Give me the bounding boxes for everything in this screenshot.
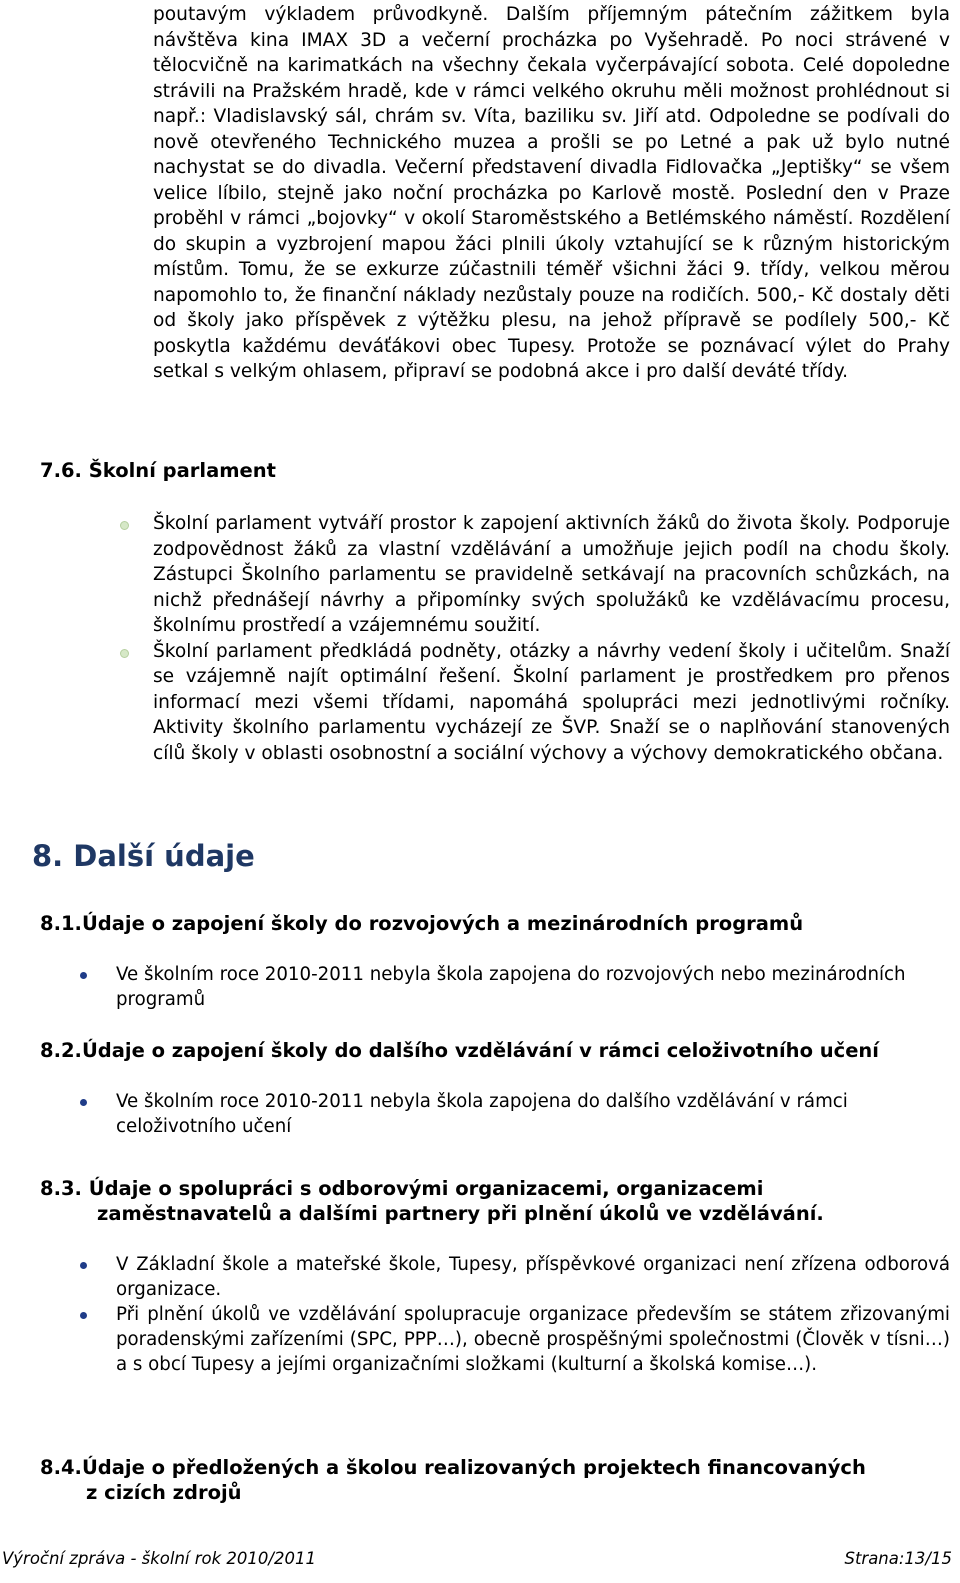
section-8-heading: 8. Další údaje — [32, 839, 255, 873]
list-item — [153, 511, 950, 639]
bullet-icon — [80, 1262, 87, 1269]
section-8-2-list — [116, 1089, 950, 1139]
list-item-text: Ve školním roce 2010-2011 nebyla škola zapojena do rozvojových nebo mezinárodních programů — [116, 964, 906, 1010]
section-8-4-heading-line1: 8.4.Údaje o předložených a školou realizovaných projektech financovaných — [40, 1456, 866, 1479]
list-item — [153, 639, 950, 767]
footer-page-number: Strana:13/15 — [844, 1549, 952, 1568]
section-8-3-list — [116, 1252, 950, 1377]
list-item — [116, 1089, 950, 1139]
section-7-6-list — [153, 511, 950, 766]
list-item-text: Školní parlament vytváří prostor k zapojení aktivních žáků do života školy. Podporuje zodpovědnost žáků za vlastní vzdělávání a umožňuje jejich podíl na chodu školy. Zástupci Školního parlamentu se pravidelně setkávají na pracovních schůzkách, na nichž přednášejí návrhy a připomínky svých spolužáků ke vzdělávacímu procesu, školnímu prostředí a vzájemnému soužití. — [153, 513, 950, 636]
list-item-text: Při plnění úkolů ve vzdělávání spolupracuje organizace především se státem zřizovanými poradenskými zařízeními (SPC, PPP…), obecně prospěšnými společnostmi (Člověk v tísni…) a s obcí Tupesy a jejími organizačními složkami (kulturní a školská komise…). — [116, 1304, 950, 1375]
bullet-icon — [80, 1312, 87, 1319]
list-item — [116, 1252, 950, 1302]
section-8-1-list — [116, 962, 950, 1012]
section-8-4-heading-line2: z cizích zdrojů — [86, 1481, 242, 1504]
list-item-text: V Základní škole a mateřské škole, Tupesy, příspěvkové organizaci není zřízena odborová organizace. — [116, 1254, 950, 1300]
section-8-1-heading: 8.1.Údaje o zapojení školy do rozvojových a mezinárodních programů — [40, 912, 804, 935]
list-item-text: Školní parlament předkládá podněty, otázky a návrhy vedení školy i učitelům. Snaží se vzájemně najít optimální řešení. Školní parlament je prostředkem pro přenos informací mezi všemi třídami, napomáhá spolupráci mezi jednotlivými ročníky. Aktivity školního parlamentu vycházejí ze ŠVP. Snaží se o naplňování stanovených cílů školy v oblasti osobnostní a sociální výchovy a výchovy demokratického občana. — [153, 640, 950, 764]
footer-title: Výroční zpráva - školní rok 2010/2011 — [2, 1549, 316, 1568]
section-7-6-heading: 7.6. Školní parlament — [40, 459, 276, 482]
bullet-icon — [120, 521, 129, 530]
footer-divider — [0, 1544, 960, 1545]
section-8-3-heading-line1: 8.3. Údaje o spolupráci s odborovými organizacemi, organizacemi — [40, 1177, 764, 1200]
list-item — [116, 1302, 950, 1377]
section-8-2-heading: 8.2.Údaje o zapojení školy do dalšího vzdělávání v rámci celoživotního učení — [40, 1039, 879, 1062]
list-item — [116, 962, 950, 1012]
bullet-icon — [80, 972, 87, 979]
list-item-text: Ve školním roce 2010-2011 nebyla škola zapojena do dalšího vzdělávání v rámci celoživotního učení — [116, 1091, 848, 1137]
section-8-3-heading-line2: zaměstnavatelů a dalšími partnery při plnění úkolů ve vzdělávání. — [97, 1202, 824, 1225]
bullet-icon — [120, 649, 129, 658]
intro-paragraph: poutavým výkladem průvodkyně. Dalším příjemným pátečním zážitkem byla návštěva kina IMAX 3D a večerní procházka po Vyšehradě. Po noci strávené v tělocvičně na karimatkách na všechny čekala vyčerpávající sobota. Celé dopoledne strávili na Pražském hradě, kde v rámci velkého okruhu měli možnost prohlédnout si např.: Vladislavský sál, chrám sv. Víta, baziliku sv. Jiří atd. Odpoledne se podívali do nově otevřeného Technického muzea a prošli se po Letné a pak už bylo nutné nachystat se do divadla. Večerní představení divadla Fidlovačka „Jeptišky“ se všem velice líbilo, stejně jako noční procházka po Karlově mostě. Poslední den v Praze proběhl v rámci „bojovky“ v okolí Staroměstského a Betlémského náměstí. Rozdělení do skupin a vyzbrojení mapou žáci plnili úkoly vztahující se k různým historickým místům. Tomu, že se exkurze zúčastnili téměř všichni žáci 9. třídy, velkou měrou napomohlo to, že finanční náklady nezůstaly pouze na rodičích. 500,- Kč dostaly děti od školy jako příspěvek z výtěžku plesu, na jehož přípravě se podílely 500,- Kč poskytla každému deváťákovi obec Tupesy. Protože se poznávací výlet do Prahy setkal s velkým ohlasem, připraví se podobná akce i pro další deváté třídy. — [153, 4, 950, 382]
bullet-icon — [80, 1099, 87, 1106]
